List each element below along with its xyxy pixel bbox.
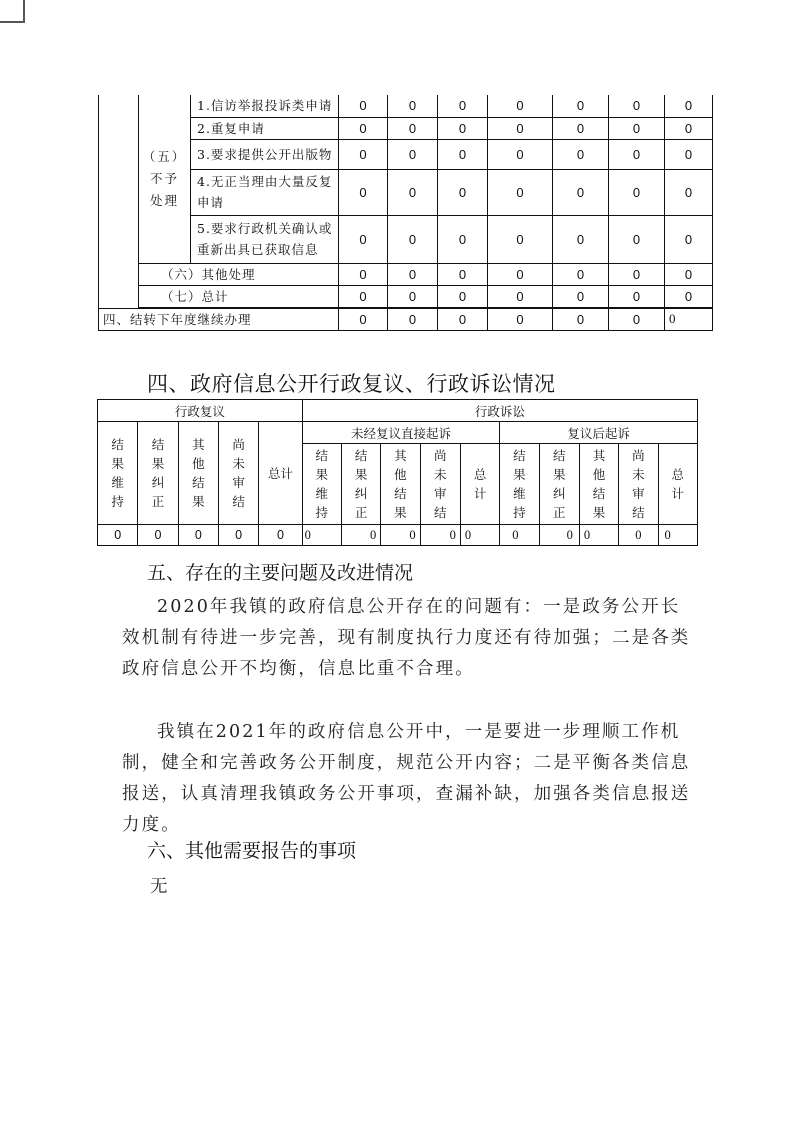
cell-value: 0 [339, 95, 388, 117]
cell-value: 0 [438, 139, 488, 169]
cell-value: 0 [539, 525, 579, 546]
row-label-carryover: 四、结转下年度继续办理 [99, 308, 339, 330]
table-row [99, 95, 713, 117]
cell-value: 0 [302, 525, 341, 546]
cell-value: 0 [665, 169, 713, 215]
row-label: 1.信访举报投诉类申请 [191, 95, 339, 117]
col-header: 尚 未 审 结 [619, 444, 658, 525]
table-row [99, 139, 713, 169]
cell-value: 0 [609, 117, 665, 139]
row-label: （七）总计 [139, 285, 339, 307]
cell-value: 0 [138, 525, 178, 546]
header-admin-litigation: 行政诉讼 [302, 400, 697, 422]
cell-value: 0 [381, 525, 420, 546]
cell-value: 0 [388, 95, 438, 117]
header-admin-review: 行政复议 [98, 400, 303, 422]
cell-value: 0 [609, 215, 665, 263]
col-header: 尚 未 审 结 [420, 444, 460, 525]
cell-value: 0 [438, 285, 488, 307]
cell-value: 0 [658, 525, 698, 546]
cell-value: 0 [388, 285, 438, 307]
cell-value: 0 [339, 139, 388, 169]
cell-value: 0 [553, 308, 609, 330]
cell-value: 0 [339, 117, 388, 139]
cell-value: 0 [665, 308, 713, 330]
cell-value: 0 [438, 169, 488, 215]
col-header: 其 他 结 果 [579, 444, 618, 525]
cell-value: 0 [553, 169, 609, 215]
table-row [99, 285, 713, 307]
col-header: 结 果 维 持 [302, 444, 341, 525]
cell-value: 0 [553, 117, 609, 139]
paragraph-problems: 2020年我镇的政府信息公开存在的问题有：一是政务公开长效机制有待进一步完善，现有制度执行力度还有待加强；二是各类政府信息公开不均衡，信息比重不合理。 [122, 597, 691, 679]
row-label: 2.重复申请 [191, 117, 339, 139]
cell-value: 0 [665, 117, 713, 139]
cell-value: 0 [488, 95, 553, 117]
col-header: 结 果 纠 正 [138, 422, 178, 525]
cell-value: 0 [665, 285, 713, 307]
cell-value: 0 [488, 139, 553, 169]
cell-value: 0 [488, 215, 553, 263]
cell-value: 0 [341, 525, 380, 546]
cell-value: 0 [339, 169, 388, 215]
section-heading: 四、政府信息公开行政复议、行政诉讼情况 [147, 372, 556, 396]
cell-value: 0 [388, 215, 438, 263]
table-row [99, 308, 713, 330]
col-header-total: 总 计 [658, 444, 698, 525]
other-matters-content: 无 [150, 877, 168, 897]
cell-value: 0 [619, 525, 658, 546]
cell-value: 0 [339, 285, 388, 307]
group-label-no-handling: （五） 不予 处理 [139, 95, 191, 263]
page-corner-mark [0, 0, 25, 23]
cell-value: 0 [488, 285, 553, 307]
col-header: 结 果 纠 正 [539, 444, 579, 525]
cell-value: 0 [218, 525, 258, 546]
cell-value: 0 [553, 285, 609, 307]
row-label: 5.要求行政机关确认或 重新出具已获取信息 [191, 215, 339, 263]
col-header-total: 总 计 [460, 444, 499, 525]
col-header: 尚 未 审 结 [218, 422, 258, 525]
cell-value: 0 [420, 525, 460, 546]
col-header: 结 果 维 持 [98, 422, 138, 525]
table-row [99, 215, 713, 263]
paragraph-improvements: 我镇在2021年的政府信息公开中，一是要进一步理顺工作机制，健全和完善政务公开制度，规范公开内容；二是平衡各类信息报送，认真清理我镇政务公开事项，查漏补缺，加强各类信息报送力度。 [122, 722, 691, 835]
cell-value: 0 [339, 263, 388, 285]
cell-value: 0 [609, 169, 665, 215]
cell-value: 0 [553, 263, 609, 285]
cell-value: 0 [488, 308, 553, 330]
outer-merged-cell [99, 95, 139, 308]
cell-value: 0 [553, 215, 609, 263]
cell-value: 0 [488, 117, 553, 139]
cell-value: 0 [178, 525, 218, 546]
cell-value: 0 [339, 215, 388, 263]
col-header: 其 他 结 果 [178, 422, 218, 525]
application-handling-table [98, 95, 713, 331]
cell-value: 0 [665, 139, 713, 169]
cell-value: 0 [609, 95, 665, 117]
cell-value: 0 [438, 95, 488, 117]
cell-value: 0 [388, 263, 438, 285]
cell-value: 0 [438, 263, 488, 285]
cell-value: 0 [609, 308, 665, 330]
section-heading: 六、其他需要报告的事项 [147, 840, 357, 862]
cell-value: 0 [500, 525, 539, 546]
table-row [99, 117, 713, 139]
cell-value: 0 [388, 117, 438, 139]
col-header-total: 总计 [259, 422, 302, 525]
cell-value: 0 [438, 215, 488, 263]
section-heading: 五、存在的主要问题及改进情况 [147, 562, 414, 584]
table-row [99, 169, 713, 215]
cell-value: 0 [388, 308, 438, 330]
row-label: 4.无正当理由大量反复 申请 [191, 169, 339, 215]
cell-value: 0 [488, 263, 553, 285]
cell-value: 0 [438, 117, 488, 139]
cell-value: 0 [609, 285, 665, 307]
cell-value: 0 [665, 263, 713, 285]
row-label: 3.要求提供公开出版物 [191, 139, 339, 169]
cell-value: 0 [665, 95, 713, 117]
header-direct-suit: 未经复议直接起诉 [302, 422, 500, 444]
cell-value: 0 [388, 169, 438, 215]
cell-value: 0 [388, 139, 438, 169]
col-header: 结 果 纠 正 [341, 444, 380, 525]
cell-value: 0 [98, 525, 138, 546]
header-after-review: 复议后起诉 [500, 422, 698, 444]
cell-value: 0 [339, 308, 388, 330]
cell-value: 0 [609, 139, 665, 169]
row-label: （六）其他处理 [139, 263, 339, 285]
cell-value: 0 [438, 308, 488, 330]
cell-value: 0 [460, 525, 499, 546]
cell-value: 0 [553, 95, 609, 117]
cell-value: 0 [579, 525, 618, 546]
table-row [98, 525, 698, 546]
cell-value: 0 [665, 215, 713, 263]
cell-value: 0 [488, 169, 553, 215]
cell-value: 0 [553, 139, 609, 169]
col-header: 其 他 结 果 [381, 444, 420, 525]
cell-value: 0 [259, 525, 302, 546]
review-litigation-table [97, 399, 698, 546]
col-header: 结 果 维 持 [500, 444, 539, 525]
cell-value: 0 [609, 263, 665, 285]
table-row [99, 263, 713, 285]
